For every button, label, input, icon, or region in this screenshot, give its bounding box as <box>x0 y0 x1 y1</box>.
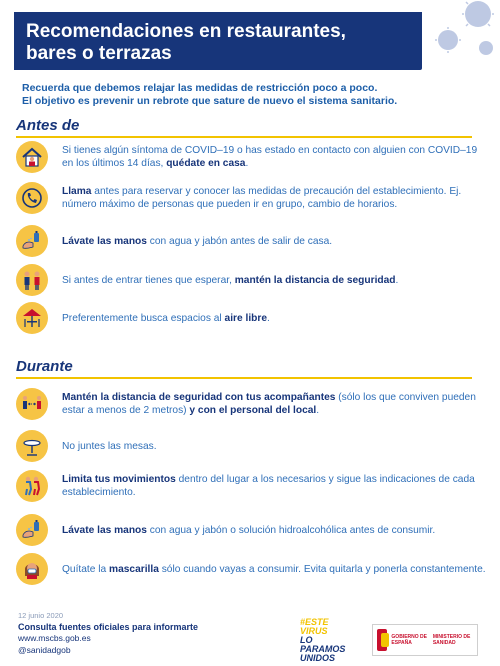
twitter-handle[interactable]: @sanidadgob <box>18 644 71 655</box>
list-item <box>16 264 486 296</box>
item-text: Limita tus movimientos dentro del lugar a los necesarios y sigue las indicaciones de cada establecimiento. <box>62 474 475 498</box>
mask-woman-icon <box>16 553 48 585</box>
list-item <box>16 182 486 214</box>
list-item <box>16 553 486 585</box>
outdoor-terrace-icon <box>16 302 48 334</box>
government-label: GOBIERNO DE ESPAÑA <box>391 634 427 646</box>
website-link[interactable]: www.mscbs.gob.es <box>18 633 91 643</box>
item-text: Preferentemente busca espacios al aire libre. <box>62 312 270 324</box>
walking-people-icon <box>16 470 48 502</box>
intro-line2: El objetivo es prevenir un rebrote que sature de nuevo el sistema sanitario. <box>22 95 398 107</box>
item-text: Lávate las manos con agua y jabón o solución hidroalcohólica antes de consumir. <box>62 524 436 536</box>
campaign-line: PARAMOS <box>300 644 346 654</box>
hand-washing-icon <box>16 514 48 546</box>
section-title-antes: Antes de <box>16 117 80 134</box>
footer <box>18 610 198 656</box>
source-note: Consulta fuentes oficiales para informarte <box>18 621 199 632</box>
item-text: Llama antes para reservar y conocer las medidas de precaución del establecimiento. Ej. número máximo de personas que pueden ir en grupo, cambio de horarios. <box>62 186 462 210</box>
campaign-line: UNIDOS <box>300 653 336 663</box>
section-title-durante: Durante <box>16 358 73 375</box>
distance-people-icon <box>16 388 48 420</box>
people-queue-icon <box>16 264 48 296</box>
item-text: No juntes las mesas. <box>62 440 157 452</box>
header-banner <box>14 12 422 70</box>
intro-line1: Recuerda que debemos relajar las medidas de restricción poco a poco. <box>22 82 378 94</box>
list-item <box>16 302 486 334</box>
phone-icon <box>16 182 48 214</box>
item-text: Si tienes algún síntoma de COVID–19 o has estado en contacto con alguien con COVID–19 en los últimos 14 días, quédate en casa. <box>62 145 478 169</box>
list-item <box>16 470 486 502</box>
list-item <box>16 514 486 546</box>
item-text: Lávate las manos con agua y jabón antes de salir de casa. <box>62 235 333 247</box>
hand-washing-icon <box>16 225 48 257</box>
ministry-label: MINISTERIO DE SANIDAD <box>432 634 471 646</box>
intro-text <box>22 82 482 108</box>
list-item <box>16 141 486 173</box>
virus-illustration-icon <box>418 0 500 70</box>
item-text: Si antes de entrar tienes que esperar, mantén la distancia de seguridad. <box>62 274 399 286</box>
section-divider <box>16 377 472 379</box>
page-title-line2: bares o terrazas <box>26 43 172 64</box>
section-divider <box>16 136 472 138</box>
campaign-line: #ESTE <box>300 617 329 627</box>
item-text: Quítate la mascarilla sólo cuando vayas a consumir. Evita quitarla y ponerla constantemente. <box>62 563 486 575</box>
item-text: Mantén la distancia de seguridad con tus acompañantes (sólo los que conviven pueden estar a menos de 2 metros) y con el personal del local. <box>62 392 476 416</box>
table-icon <box>16 430 48 462</box>
campaign-logo <box>300 618 360 663</box>
campaign-line: VIRUS <box>300 626 328 636</box>
ministry-logo <box>372 624 478 656</box>
publication-date: 12 junio 2020 <box>18 611 64 620</box>
list-item <box>16 388 486 420</box>
coat-of-arms-icon <box>377 629 387 651</box>
house-person-icon <box>16 141 48 173</box>
page-title-line1: Recomendaciones en restaurantes, <box>26 21 346 42</box>
campaign-line: LO <box>300 635 313 645</box>
list-item <box>16 225 486 257</box>
list-item <box>16 430 486 462</box>
